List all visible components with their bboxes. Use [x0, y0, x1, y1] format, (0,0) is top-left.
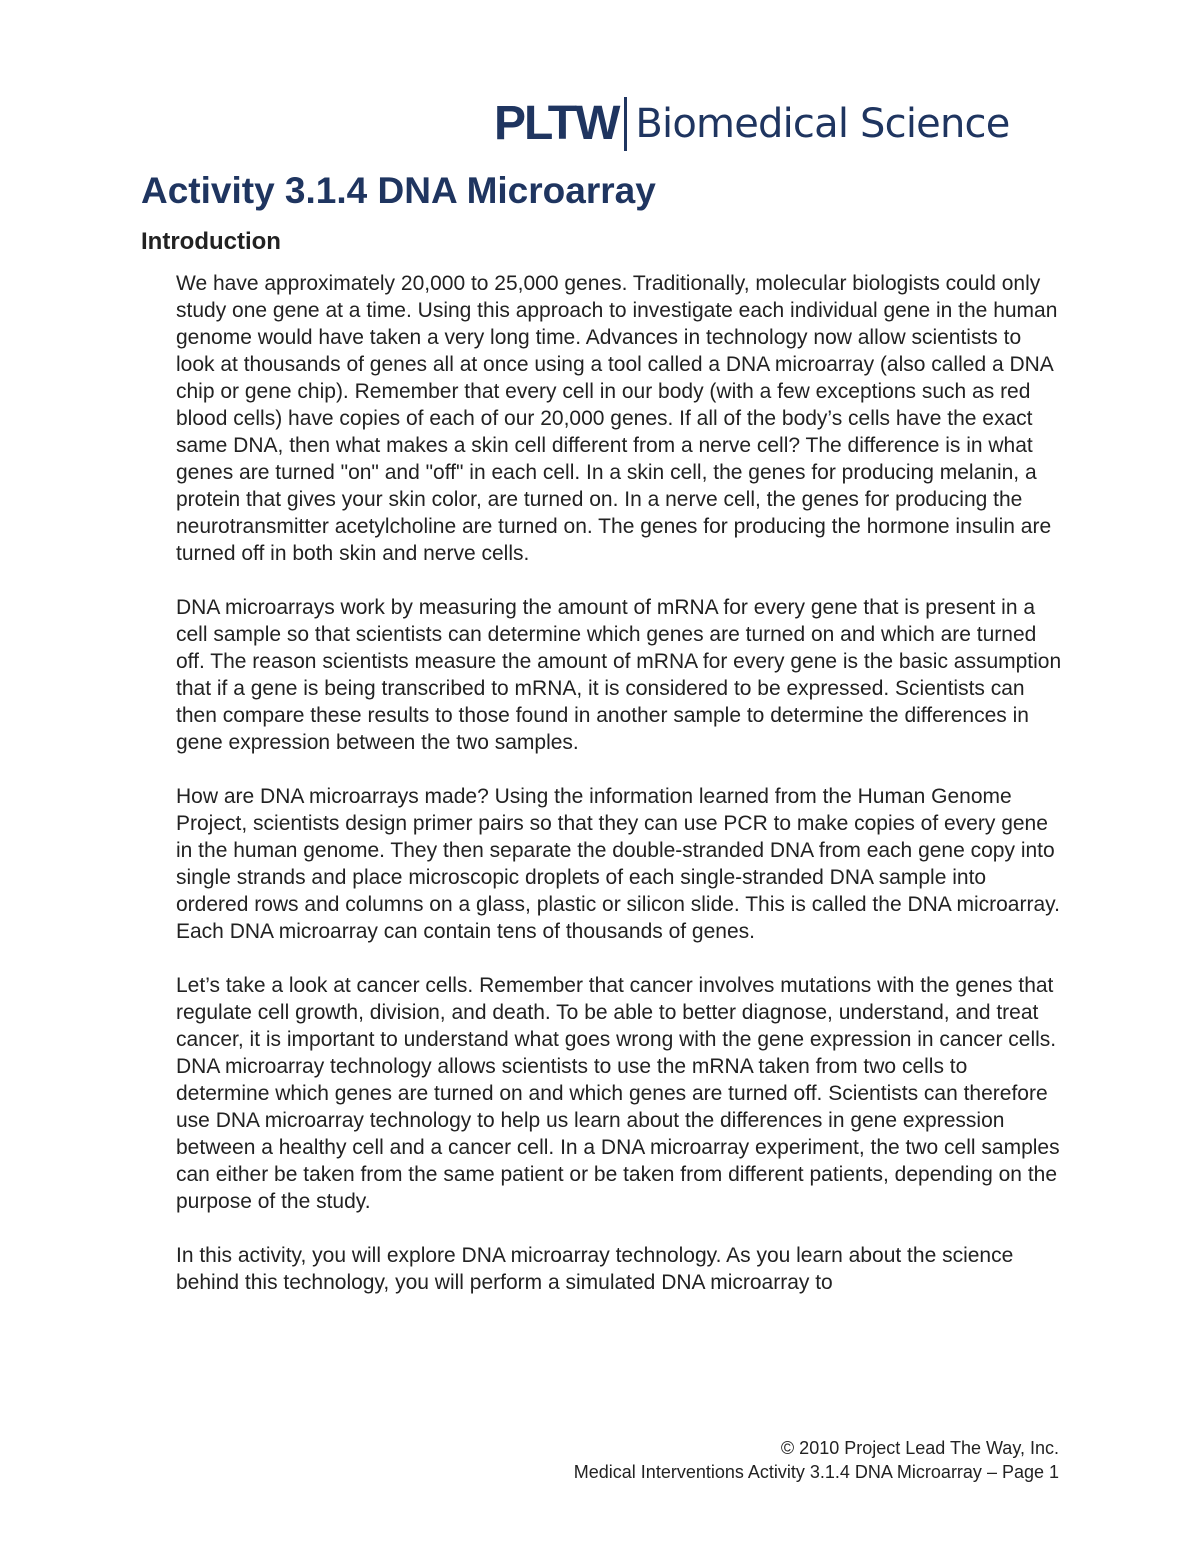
- page-title: Activity 3.1.4 DNA Microarray: [141, 170, 656, 211]
- footer-copyright: © 2010 Project Lead The Way, Inc.: [780, 1438, 1059, 1458]
- paragraph-genes-overview: We have approximately 20,000 to 25,000 genes. Traditionally, molecular biologists could only study one gene at a time. Using this approach to investigate each individual gene in the human genome would have taken a very long time. Advances in technology now allow scientists to look at thousands of genes all at once using a tool called a DNA microarray (also called a DNA chip or gene chip). Remember that every cell in our body (with a few exceptions such as red blood cells) have copies of each of our 20,000 genes. If all of the body’s cells have the exact same DNA, then what makes a skin cell different from a nerve cell? The difference is in what genes are turned "on" and "off" in each cell. In a skin cell, the genes for producing melanin, a protein that gives your skin color, are turned on. In a nerve cell, the genes for producing the neurotransmitter acetylcholine are turned on. The genes for producing the hormone insulin are turned off in both skin and nerve cells.: [176, 272, 1058, 565]
- introduction-body: [176, 270, 1062, 1296]
- pltw-biomedical-logo: [494, 92, 1056, 156]
- paragraph-how-microarrays-work: DNA microarrays work by measuring the amount of mRNA for every gene that is present in a cell sample so that scientists can determine which genes are turned on and which are turned off. The reason scientists measure the amount of mRNA for every gene is the basic assumption that if a gene is being transcribed to mRNA, it is considered to be expressed. Scientists can then compare these results to those found in another sample to determine the differences in gene expression between the two samples.: [176, 596, 1062, 754]
- paragraph-how-microarrays-made: How are DNA microarrays made? Using the information learned from the Human Genome Project, scientists design primer pairs so that they can use PCR to make copies of every gene in the human genome. They then separate the double-stranded DNA from each gene copy into single strands and place microscopic droplets of each single-stranded DNA sample into ordered rows and columns on a glass, plastic or silicon slide. This is called the DNA microarray. Each DNA microarray can contain tens of thousands of genes.: [176, 785, 1060, 943]
- paragraph-activity-intro: In this activity, you will explore DNA microarray technology. As you learn about the science behind this technology, you will perform a simulated DNA microarray to: [176, 1244, 1014, 1294]
- logo-divider: [624, 97, 627, 151]
- footer-page-label: Medical Interventions Activity 3.1.4 DNA Microarray – Page 1: [573, 1462, 1059, 1482]
- section-heading-introduction: Introduction: [141, 228, 281, 255]
- logo-pltw-text: PLTW: [494, 97, 619, 150]
- logo-program-text: Biomedical Science: [635, 101, 1010, 147]
- paragraph-cancer-cells: Let’s take a look at cancer cells. Remember that cancer involves mutations with the genes that regulate cell growth, division, and death. To be able to better diagnose, understand, and treat cancer, it is important to understand what goes wrong with the gene expression in cancer cells. DNA microarray technology allows scientists to use the mRNA taken from two cells to determine which genes are turned on and which genes are turned off. Scientists can therefore use DNA microarray technology to help us learn about the differences in gene expression between a healthy cell and a cancer cell. In a DNA microarray experiment, the two cell samples can either be taken from the same patient or be taken from different patients, depending on the purpose of the study.: [176, 974, 1060, 1213]
- page-footer: [574, 1436, 1059, 1484]
